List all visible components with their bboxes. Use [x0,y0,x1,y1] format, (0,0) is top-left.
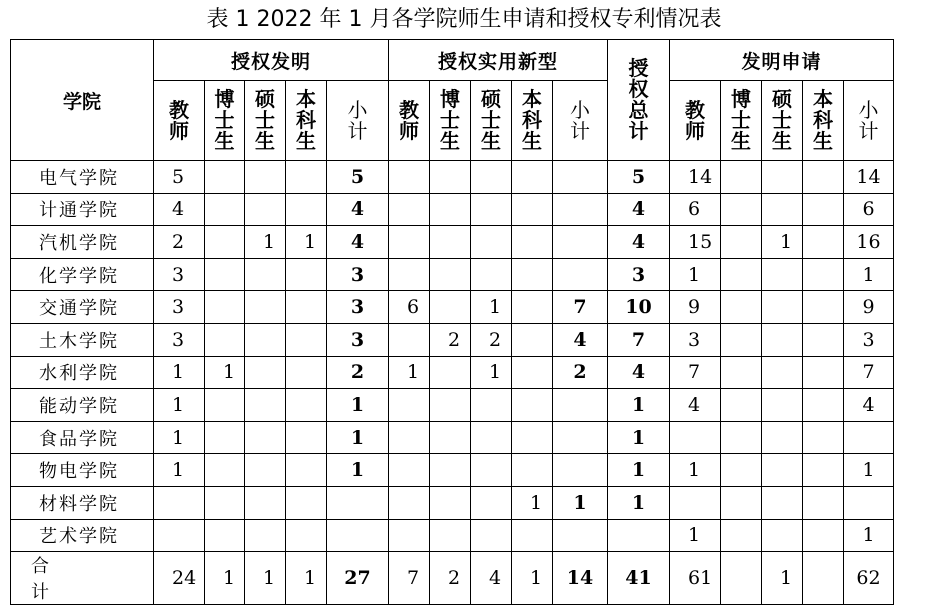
table-cell: 1 [245,226,286,259]
table-cell [721,519,762,552]
table-cell [803,226,844,259]
table-cell [553,421,608,454]
table-cell [553,161,608,194]
table-cell [762,519,803,552]
table-cell [430,454,471,487]
table-cell [844,486,894,519]
total-label: 合 计 [11,552,154,605]
header-invention-granted: 授权发明 [154,40,389,81]
table-cell [245,389,286,422]
sub-master: 硕士生 [762,81,803,161]
table-cell [608,519,670,552]
table-cell [803,323,844,356]
table-cell: 4 [553,323,608,356]
table-cell [721,356,762,389]
table-cell: 2 [553,356,608,389]
sub-subtotal: 小计 [327,81,389,161]
table-cell [430,356,471,389]
table-cell [553,193,608,226]
table-cell: 7 [670,356,721,389]
table-cell: 1 [154,356,205,389]
table-cell [762,161,803,194]
table-cell [389,193,430,226]
college-name: 计通学院 [11,193,154,226]
table-cell: 1 [670,454,721,487]
table-cell: 1 [670,258,721,291]
sub-phd: 博士生 [205,81,245,161]
table-cell: 1 [245,552,286,605]
table-cell [721,323,762,356]
college-name: 电气学院 [11,161,154,194]
table-cell [512,226,553,259]
sub-master: 硕士生 [245,81,286,161]
table-cell [721,226,762,259]
table-cell [245,454,286,487]
table-cell [245,356,286,389]
table-cell: 2 [471,323,512,356]
table-cell [205,161,245,194]
table-cell [327,519,389,552]
table-cell: 7 [553,291,608,324]
table-cell [512,291,553,324]
sub-master: 硕士生 [471,81,512,161]
table-cell: 6 [844,193,894,226]
sub-undergrad: 本科生 [803,81,844,161]
table-cell [430,193,471,226]
table-cell [205,421,245,454]
table-cell [205,193,245,226]
table-cell [286,454,327,487]
college-name: 交通学院 [11,291,154,324]
table-cell [245,291,286,324]
table-cell: 4 [670,389,721,422]
table-cell: 2 [154,226,205,259]
table-cell [286,258,327,291]
header-utility-granted: 授权实用新型 [389,40,608,81]
table-cell: 4 [327,226,389,259]
table-cell [286,486,327,519]
table-cell [389,421,430,454]
table-cell: 3 [327,258,389,291]
table-cell: 14 [670,161,721,194]
sub-phd: 博士生 [721,81,762,161]
table-cell [245,258,286,291]
table-cell: 1 [389,356,430,389]
table-cell: 61 [670,552,721,605]
table-cell: 4 [844,389,894,422]
table-cell: 2 [430,552,471,605]
table-cell [205,291,245,324]
table-cell [389,454,430,487]
table-cell [430,421,471,454]
table-cell: 27 [327,552,389,605]
header-invention-applied: 发明申请 [670,40,894,81]
sub-teacher: 教师 [154,81,205,161]
table-cell: 62 [844,552,894,605]
table-cell: 4 [608,356,670,389]
sub-undergrad: 本科生 [286,81,327,161]
table-row [11,193,894,226]
table-cell [471,161,512,194]
college-name: 艺术学院 [11,519,154,552]
table-cell [670,486,721,519]
table-cell [762,291,803,324]
table-cell: 10 [608,291,670,324]
table-cell [721,454,762,487]
table-cell [553,226,608,259]
table-cell [245,161,286,194]
table-cell [721,258,762,291]
table-cell: 4 [608,193,670,226]
college-name: 食品学院 [11,421,154,454]
table-row [11,356,894,389]
table-cell [154,519,205,552]
table-cell: 4 [471,552,512,605]
table-cell: 4 [608,226,670,259]
table-cell [721,161,762,194]
table-cell [762,193,803,226]
table-cell [512,161,553,194]
table-cell: 3 [327,291,389,324]
header-row-groups [11,40,894,81]
table-cell [430,519,471,552]
table-cell: 1 [670,519,721,552]
sub-subtotal: 小计 [553,81,608,161]
table-cell [286,421,327,454]
table-cell [430,161,471,194]
table-row [11,161,894,194]
table-cell [205,454,245,487]
table-cell: 2 [327,356,389,389]
table-cell [721,389,762,422]
table-cell [553,258,608,291]
table-cell: 1 [553,486,608,519]
table-cell [803,454,844,487]
table-cell [762,421,803,454]
table-cell [205,226,245,259]
table-body [11,161,894,605]
table-cell: 7 [389,552,430,605]
table-cell [471,486,512,519]
college-name: 土木学院 [11,323,154,356]
table-cell [762,356,803,389]
table-cell [553,519,608,552]
table-cell [327,486,389,519]
table-cell [762,486,803,519]
table-cell: 1 [327,421,389,454]
table-cell [471,389,512,422]
table-cell [205,258,245,291]
table-cell [762,454,803,487]
table-cell: 6 [389,291,430,324]
table-cell: 6 [670,193,721,226]
table-cell: 16 [844,226,894,259]
table-cell [762,323,803,356]
college-name: 材料学院 [11,486,154,519]
table-cell [553,389,608,422]
sub-subtotal: 小计 [844,81,894,161]
table-cell [430,258,471,291]
table-cell: 1 [327,454,389,487]
table-cell [245,193,286,226]
table-cell: 1 [205,356,245,389]
table-cell: 1 [608,454,670,487]
table-cell: 1 [608,486,670,519]
table-cell [512,421,553,454]
table-cell [721,421,762,454]
table-cell [803,389,844,422]
table-cell [430,486,471,519]
table-cell: 3 [154,291,205,324]
table-cell: 1 [286,226,327,259]
table-cell [844,421,894,454]
total-row [11,552,894,605]
table-cell [245,486,286,519]
table-cell: 3 [608,258,670,291]
table-cell [430,291,471,324]
table-cell [430,226,471,259]
table-cell [803,193,844,226]
table-cell [205,323,245,356]
table-cell: 15 [670,226,721,259]
table-cell [471,421,512,454]
table-cell: 1 [512,486,553,519]
table-cell [471,226,512,259]
table-cell: 1 [608,421,670,454]
table-cell: 9 [844,291,894,324]
table-cell: 1 [512,552,553,605]
table-title: 表 1 2022 年 1 月各学院师生申请和授权专利情况表 [206,7,722,32]
table-cell [389,486,430,519]
table-cell [721,552,762,605]
table-cell: 1 [844,454,894,487]
sub-teacher: 教师 [389,81,430,161]
table-cell: 4 [154,193,205,226]
table-cell [803,161,844,194]
table-cell [389,389,430,422]
table-cell [245,421,286,454]
table-cell: 4 [327,193,389,226]
table-row [11,454,894,487]
table-cell [154,486,205,519]
table-cell [286,193,327,226]
table-cell: 7 [844,356,894,389]
table-cell [286,161,327,194]
table-cell [512,323,553,356]
table-cell [803,519,844,552]
table-cell [245,519,286,552]
table-cell [803,258,844,291]
table-cell: 1 [154,389,205,422]
college-name: 能动学院 [11,389,154,422]
table-cell [471,193,512,226]
table-cell [471,258,512,291]
table-cell [430,389,471,422]
table-row [11,258,894,291]
table-cell [512,454,553,487]
table-cell [512,193,553,226]
table-row [11,323,894,356]
table-cell: 1 [154,454,205,487]
college-name: 水利学院 [11,356,154,389]
table-cell [389,519,430,552]
table-cell: 1 [327,389,389,422]
table-cell [286,323,327,356]
table-cell [762,389,803,422]
table-cell: 5 [608,161,670,194]
table-cell [803,552,844,605]
table-cell: 1 [154,421,205,454]
table-cell [721,486,762,519]
table-cell: 1 [471,291,512,324]
table-cell: 14 [553,552,608,605]
college-name: 汽机学院 [11,226,154,259]
college-name: 化学学院 [11,258,154,291]
table-cell: 3 [844,323,894,356]
table-cell [286,356,327,389]
table-cell: 1 [471,356,512,389]
table-cell [286,389,327,422]
patent-table [10,39,894,605]
table-cell: 1 [844,519,894,552]
table-cell [721,291,762,324]
table-cell: 1 [205,552,245,605]
table-cell [471,519,512,552]
table-row [11,486,894,519]
table-cell [389,226,430,259]
table-cell [389,161,430,194]
table-cell: 9 [670,291,721,324]
table-cell: 1 [762,552,803,605]
table-cell [389,323,430,356]
table-cell [205,519,245,552]
table-cell [286,519,327,552]
table-cell [512,258,553,291]
table-cell [245,323,286,356]
table-cell [471,454,512,487]
table-cell: 7 [608,323,670,356]
table-cell: 5 [327,161,389,194]
table-cell: 1 [844,258,894,291]
table-cell: 3 [154,323,205,356]
table-cell: 3 [327,323,389,356]
table-cell: 24 [154,552,205,605]
college-name: 物电学院 [11,454,154,487]
table-cell [762,258,803,291]
table-cell [205,389,245,422]
table-cell [670,421,721,454]
header-total-granted: 授权总计 [608,40,670,161]
table-cell [512,356,553,389]
table-row [11,421,894,454]
table-row [11,226,894,259]
table-cell [803,486,844,519]
table-cell: 41 [608,552,670,605]
table-cell [721,193,762,226]
table-cell: 2 [430,323,471,356]
table-cell [803,291,844,324]
table-cell: 14 [844,161,894,194]
header-college: 学院 [11,40,154,161]
table-cell: 3 [154,258,205,291]
table-cell [803,356,844,389]
table-row [11,291,894,324]
table-cell [286,291,327,324]
table-cell [553,454,608,487]
sub-phd: 博士生 [430,81,471,161]
table-row [11,519,894,552]
table-cell [205,486,245,519]
table-cell: 1 [762,226,803,259]
sub-teacher: 教师 [670,81,721,161]
table-cell: 3 [670,323,721,356]
table-cell [512,519,553,552]
table-cell [803,421,844,454]
table-cell [512,389,553,422]
table-cell: 5 [154,161,205,194]
sub-undergrad: 本科生 [512,81,553,161]
table-cell: 1 [608,389,670,422]
table-cell [389,258,430,291]
table-row [11,389,894,422]
table-cell: 1 [286,552,327,605]
